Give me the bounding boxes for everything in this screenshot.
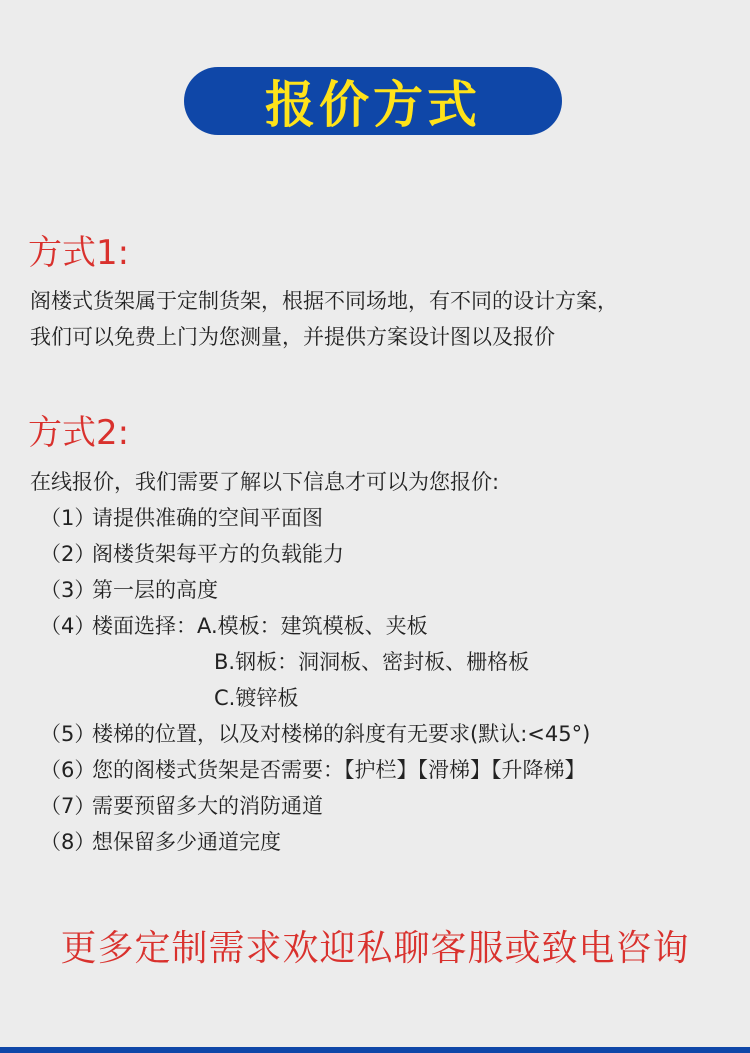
item-number: （8）: [40, 830, 96, 854]
item-text: 想保留多少通道完度: [92, 830, 281, 854]
list-item: [30, 500, 590, 536]
item-text: 楼面选择：A.模板：建筑模板、夹板: [92, 614, 428, 638]
floor-option: C.镀锌板: [214, 686, 299, 710]
list-item: [30, 788, 590, 824]
item-number: （2）: [40, 542, 96, 566]
item-number: （5）: [40, 722, 96, 746]
method2-heading: 方式2:: [28, 413, 130, 453]
item-text: 您的阁楼式货架是否需要：【护栏】【滑梯】【升降梯】: [92, 758, 586, 782]
contact-call-to-action: 更多定制需求欢迎私聊客服或致电咨询: [60, 928, 690, 969]
item-text: 请提供准确的空间平面图: [92, 506, 323, 530]
list-item: [30, 608, 590, 644]
method1-description: [30, 283, 730, 355]
list-item: [30, 824, 590, 860]
method1-line: 我们可以免费上门为您测量，并提供方案设计图以及报价: [30, 325, 555, 349]
item-text: 需要预留多大的消防通道: [92, 794, 323, 818]
item-number: （6）: [40, 758, 96, 782]
list-item: [30, 536, 590, 572]
item-text: 阁楼货架每平方的负载能力: [92, 542, 344, 566]
item-number: （1）: [40, 506, 96, 530]
page-title: 报价方式: [265, 76, 481, 134]
list-item: [30, 752, 590, 788]
method1-line: 阁楼式货架属于定制货架，根据不同场地，有不同的设计方案，: [30, 289, 618, 313]
item-number: （7）: [40, 794, 96, 818]
list-item: [30, 572, 590, 608]
item-text: 楼梯的位置，以及对楼梯的斜度有无要求(默认:<45°): [92, 722, 591, 746]
item-number: （4）: [40, 614, 96, 638]
method2-intro: 在线报价，我们需要了解以下信息才可以为您报价:: [30, 470, 500, 494]
bottom-divider: [0, 1047, 750, 1053]
floor-option: B.钢板：洞洞板、密封板、栅格板: [214, 650, 530, 674]
item-text: 第一层的高度: [92, 578, 218, 602]
title-banner: [184, 67, 562, 135]
method1-heading: 方式1:: [28, 233, 130, 273]
item-number: （3）: [40, 578, 96, 602]
list-item: [30, 716, 590, 752]
method2-list: [30, 464, 590, 860]
